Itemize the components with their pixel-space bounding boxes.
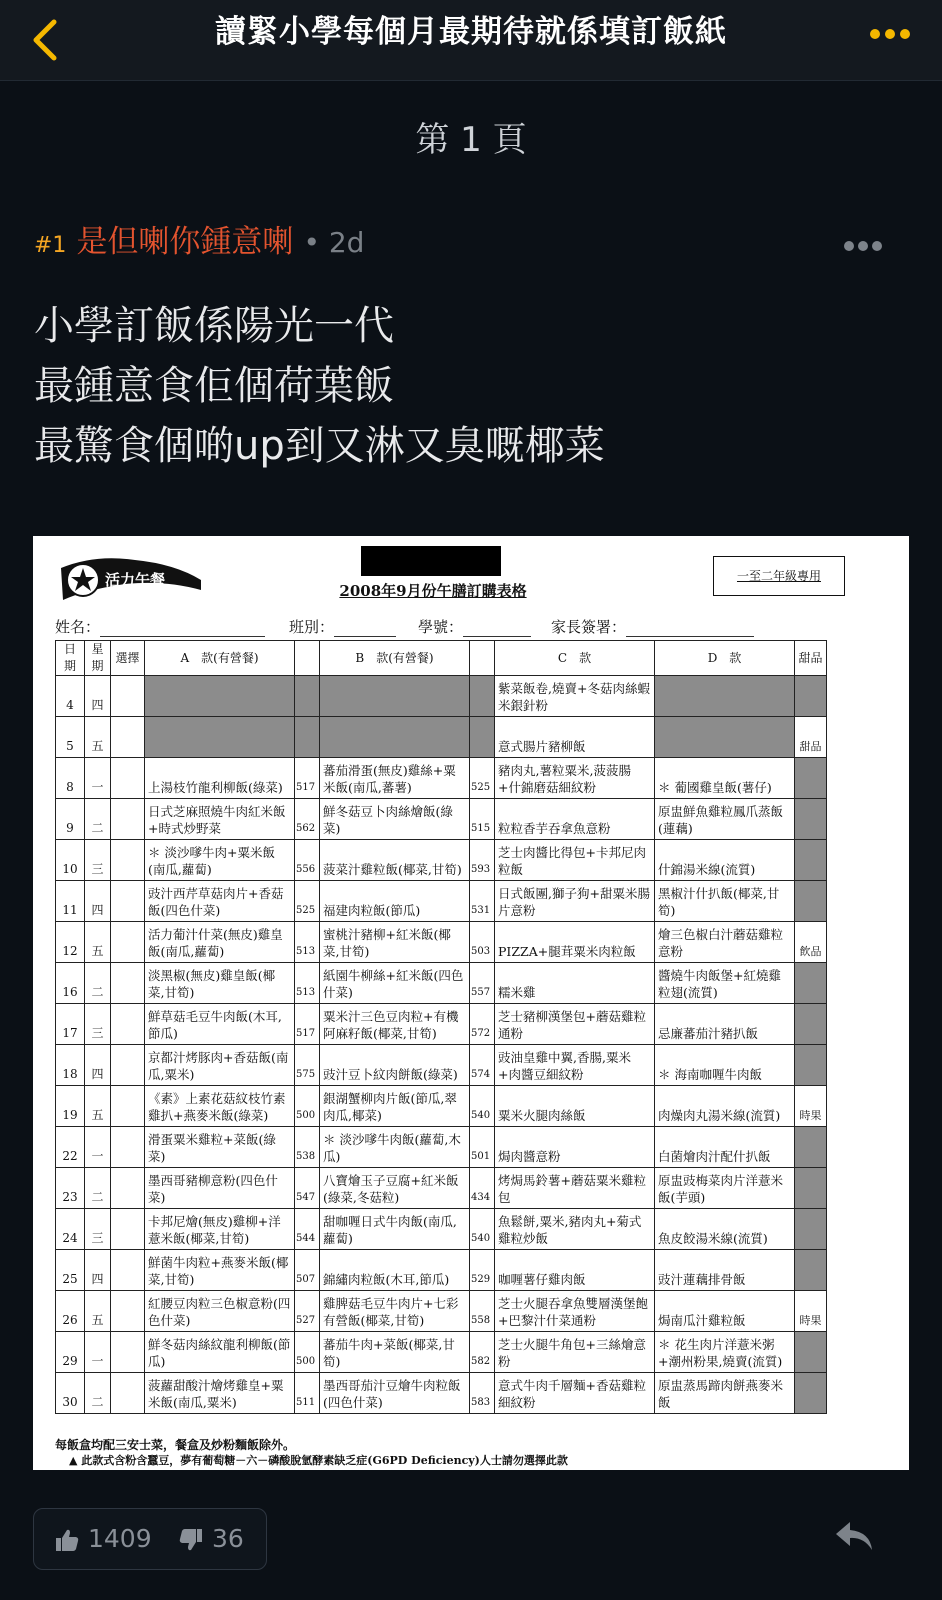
row-weekday: 四 [85,1250,111,1291]
row-choice [111,1291,145,1332]
row-date: 29 [56,1332,85,1373]
dish-d: 黑椒汁什扒飯(椰菜,甘筍) [655,881,795,922]
row-choice [111,717,145,758]
dish-d: 魚皮餃湯米線(流質) [655,1209,795,1250]
dish-c: 糯米雞 [495,963,655,1004]
row-dessert [795,1373,827,1414]
thumbs-down-icon [178,1527,204,1553]
dish-b: 雞脾菇毛豆牛肉片+七彩有營飯(椰菜,甘筍) [320,1291,470,1332]
header-choice: 選擇 [111,641,145,676]
row-date: 5 [56,717,85,758]
code-b: 501 [470,1127,495,1168]
grade-note: 一至二年級專用 [713,556,845,596]
more-icon-dot [858,241,868,251]
header-code-b [470,641,495,676]
dish-b: 菠菜汁雞粒飯(椰菜,甘筍) [320,840,470,881]
logo [55,550,205,602]
row-choice [111,799,145,840]
post-more-button[interactable] [844,236,894,248]
dish-b: 福建肉粒飯(節瓜) [320,881,470,922]
dish-c: 粒粒香芋吞拿魚意粉 [495,799,655,840]
dish-d: ＊ 葡國雞皇飯(薯仔) [655,758,795,799]
header-weekday: 星期 [85,641,111,676]
code-a: 575 [295,1045,320,1086]
code-a: 513 [295,963,320,1004]
code-a: 525 [295,881,320,922]
dish-a: 紅腰豆肉粒三色椒意粉(四色什菜) [145,1291,295,1332]
row-choice [111,1086,145,1127]
dish-d: 醬燒牛肉飯堡+紅燒雞粒翅(流質) [655,963,795,1004]
menu-row [56,799,827,840]
row-dessert: 甜品 [795,717,827,758]
dish-d [655,676,795,717]
dish-b: 鮮冬菇豆卜肉絲燴飯(綠菜) [320,799,470,840]
code-b: 540 [470,1209,495,1250]
header-set-b: B 款(有營餐) [320,641,470,676]
code-a: 511 [295,1373,320,1414]
dish-a: 鮮冬菇肉絲紋龍利柳飯(節瓜) [145,1332,295,1373]
dish-c: 意式牛肉千層麵+香菇雞粒細紋粉 [495,1373,655,1414]
dish-b: 蕃茄牛肉+菜飯(椰菜,甘筍) [320,1332,470,1373]
row-weekday: 四 [85,676,111,717]
row-date: 18 [56,1045,85,1086]
dish-b: 甜咖喱日式牛肉飯(南瓜,蘿蔔) [320,1209,470,1250]
dish-a: 上湯枝竹龍利柳飯(綠菜) [145,758,295,799]
code-a: 527 [295,1291,320,1332]
dish-c: 魚鬆餅,粟米,豬肉丸+菊式雞粒炒飯 [495,1209,655,1250]
post-author[interactable]: 是但喇你鍾意喇 [76,224,294,260]
row-weekday: 一 [85,1127,111,1168]
row-choice [111,1168,145,1209]
row-date: 4 [56,676,85,717]
dish-c: 芝士肉醬比得包+卡邦尼肉粒飯 [495,840,655,881]
row-date: 10 [56,840,85,881]
menu-row [56,881,827,922]
code-b: 583 [470,1373,495,1414]
back-button[interactable] [26,12,66,68]
dish-b: 豉汁豆卜紋肉餅飯(綠菜) [320,1045,470,1086]
row-dessert [795,676,827,717]
code-b: 593 [470,840,495,881]
code-b: 540 [470,1086,495,1127]
dish-a: 日式芝麻照燒牛肉紅米飯+時式炒野菜 [145,799,295,840]
code-a: 544 [295,1209,320,1250]
code-a: 517 [295,1004,320,1045]
code-b [470,717,495,758]
menu-row [56,1127,827,1168]
row-weekday: 二 [85,1373,111,1414]
row-weekday: 三 [85,1209,111,1250]
dish-d: 原盅蒸馬蹄肉餅燕麥米飯 [655,1373,795,1414]
post-line: 最鍾意食佢個荷葉飯 [34,363,394,409]
chevron-left-icon [26,12,66,68]
menu-row [56,1209,827,1250]
post-meta [34,222,364,262]
logo-text: 活力午餐 [105,571,166,589]
row-dessert [795,881,827,922]
more-icon-dot [900,29,910,39]
code-a: 507 [295,1250,320,1291]
dish-c: 紫菜飯卷,燒賣+冬菇肉絲蝦米銀針粉 [495,676,655,717]
downvote-button[interactable] [178,1509,244,1569]
dish-d: 白菌燴肉汁配什扒飯 [655,1127,795,1168]
row-date: 24 [56,1209,85,1250]
row-weekday: 一 [85,1332,111,1373]
header-code-a [295,641,320,676]
row-dessert [795,1045,827,1086]
row-weekday: 五 [85,1086,111,1127]
menu-row [56,922,827,963]
dish-c: 豬肉丸,薯粒粟米,菠菠腸+什錦磨菇細紋粉 [495,758,655,799]
post-body [34,296,605,476]
menu-row [56,1004,827,1045]
dish-c: 芝士豬柳漢堡包+蘑菇雞粒通粉 [495,1004,655,1045]
code-a: 500 [295,1086,320,1127]
row-choice [111,1127,145,1168]
menu-row [56,758,827,799]
code-b: 529 [470,1250,495,1291]
thread-title: 讀緊小學每個月最期待就係填訂飯紙 [215,14,727,50]
row-date: 25 [56,1250,85,1291]
dish-c: 意式腸片豬柳飯 [495,717,655,758]
menu-row [56,717,827,758]
row-dessert: 時果 [795,1291,827,1332]
thread-more-button[interactable] [870,24,920,40]
row-date: 19 [56,1086,85,1127]
dish-a: 菠蘿甜酸汁燴烤雞皇+粟米飯(南瓜,粟米) [145,1373,295,1414]
field-parent-sign-label: 家長簽署： [551,618,627,636]
menu-row [56,676,827,717]
form-title: 2008年9月份午膳訂購表格 [339,582,527,600]
row-date: 9 [56,799,85,840]
menu-row [56,963,827,1004]
row-choice [111,881,145,922]
row-choice [111,1250,145,1291]
row-dessert [795,840,827,881]
post-floor: #1 [34,233,67,258]
row-weekday: 三 [85,840,111,881]
dish-c: 日式飯團,獅子狗+甜粟米腸片意粉 [495,881,655,922]
dish-a: ＊ 淡沙嗲牛肉+粟米飯(南瓜,蘿蔔) [145,840,295,881]
code-b: 572 [470,1004,495,1045]
row-dessert [795,1209,827,1250]
dish-c: 焗肉醬意粉 [495,1127,655,1168]
row-dessert [795,1332,827,1373]
vote-box [33,1508,267,1570]
top-bar [0,0,942,81]
code-a: 500 [295,1332,320,1373]
row-date: 30 [56,1373,85,1414]
post-image[interactable] [33,536,909,1470]
code-b [470,676,495,717]
row-choice [111,1045,145,1086]
row-choice [111,1373,145,1414]
row-weekday: 四 [85,1045,111,1086]
dish-d: 原盅豉梅菜肉片洋薏米飯(芋頭) [655,1168,795,1209]
row-choice [111,840,145,881]
dish-d [655,717,795,758]
dish-a: 鮮草菇毛豆牛肉飯(木耳,節瓜) [145,1004,295,1045]
redacted-school-name [361,546,501,576]
dish-b: 錦繡肉粒飯(木耳,節瓜) [320,1250,470,1291]
row-choice [111,963,145,1004]
thumbs-up-icon [54,1527,80,1553]
row-dessert: 時果 [795,1086,827,1127]
row-dessert [795,799,827,840]
row-date: 23 [56,1168,85,1209]
menu-row [56,840,827,881]
dish-c: PIZZA+腿茸粟米肉粒飯 [495,922,655,963]
upvote-button[interactable] [54,1509,152,1569]
code-b: 515 [470,799,495,840]
row-date: 8 [56,758,85,799]
dish-d: 肉燥肉丸湯米線(流質) [655,1086,795,1127]
code-a [295,717,320,758]
dish-c: 烤焗馬鈴薯+蘑菇粟米雞粒包 [495,1168,655,1209]
menu-row [56,1045,827,1086]
dish-d: 忌廉蕃茄汁豬扒飯 [655,1004,795,1045]
header-set-c: C 款 [495,641,655,676]
code-a: 562 [295,799,320,840]
menu-row [56,1332,827,1373]
code-a: 547 [295,1168,320,1209]
row-weekday: 二 [85,1168,111,1209]
row-choice [111,1209,145,1250]
row-date: 11 [56,881,85,922]
code-b: 434 [470,1168,495,1209]
row-dessert [795,1004,827,1045]
dish-c: 豉油皇雞中翼,香腸,粟米+肉醬豆細紋粉 [495,1045,655,1086]
menu-row [56,1291,827,1332]
row-choice [111,922,145,963]
row-date: 12 [56,922,85,963]
row-dessert [795,1168,827,1209]
dish-d: ＊ 花生肉片洋薏米粥+潮州粉果,燒賣(流質) [655,1332,795,1373]
code-a: 517 [295,758,320,799]
dish-b [320,717,470,758]
post-line: 最驚食個啲up到又淋又臭嘅椰菜 [34,423,605,469]
row-dessert: 飲品 [795,922,827,963]
code-b: 503 [470,922,495,963]
code-a [295,676,320,717]
row-date: 17 [56,1004,85,1045]
dish-a: 鮮菌牛肉粒+燕麥米飯(椰菜,甘筍) [145,1250,295,1291]
more-icon-dot [872,241,882,251]
row-choice [111,1332,145,1373]
dish-d: ＊ 海南咖喱牛肉飯 [655,1045,795,1086]
field-class-label: 班別： [289,618,335,636]
row-choice [111,758,145,799]
row-weekday: 二 [85,799,111,840]
dish-b: 蕃茄滑蛋(無皮)雞絲+粟米飯(南瓜,蕃薯) [320,758,470,799]
menu-row [56,1168,827,1209]
row-dessert [795,963,827,1004]
menu-row [56,1086,827,1127]
row-choice [111,676,145,717]
dish-a [145,717,295,758]
header-set-d: D 款 [655,641,795,676]
form-footer: 每飯盒均配三安士菜，餐盒及炒粉麵飯除外。 [55,1438,296,1452]
more-icon [870,29,880,39]
menu-body [56,676,827,1414]
menu-row [56,1250,827,1291]
reply-button[interactable] [832,1514,876,1558]
code-a: 513 [295,922,320,963]
dish-d: 焗南瓜汁雞粒飯 [655,1291,795,1332]
row-weekday: 二 [85,963,111,1004]
dish-c: 粟米火腿肉絲飯 [495,1086,655,1127]
row-weekday: 三 [85,1004,111,1045]
logo-emblem [55,550,205,602]
row-date: 22 [56,1127,85,1168]
code-a: 538 [295,1127,320,1168]
dish-b: ＊ 淡沙嗲牛肉飯(蘿蔔,木瓜) [320,1127,470,1168]
field-number-label: 學號： [418,618,464,636]
row-dessert [795,1127,827,1168]
dish-a: 豉汁西芹草菇肉片+香菇飯(四色什菜) [145,881,295,922]
dish-a: 墨西哥豬柳意粉(四色什菜) [145,1168,295,1209]
row-weekday: 四 [85,881,111,922]
header-date: 日期 [56,641,85,676]
header-set-a: A 款(有營餐) [145,641,295,676]
field-name-label: 姓名： [55,618,101,636]
row-choice [111,1004,145,1045]
form-fields [55,616,855,637]
row-weekday: 五 [85,717,111,758]
post-line: 小學訂飯係陽光一代 [34,303,394,349]
form-footer-2: ▲ 此款式含粉含蠶豆，夢有葡萄糖－六－磷酸脫氫酵素缺乏症(G6PD Deficiency)人士請勿選擇此款 [69,1454,568,1467]
dish-d: 燴三色椒白汁蘑菇雞粒意粉 [655,922,795,963]
code-b: 574 [470,1045,495,1086]
dish-a: 《素》上素花菇紋枝竹素雞扒+燕麥米飯(綠菜) [145,1086,295,1127]
code-b: 558 [470,1291,495,1332]
row-weekday: 五 [85,922,111,963]
dish-a: 京都汁烤豚肉+香菇飯(南瓜,粟米) [145,1045,295,1086]
code-b: 557 [470,963,495,1004]
code-b: 531 [470,881,495,922]
menu-table [55,640,827,1414]
dish-a: 活力葡汁什菜(無皮)雞皇飯(南瓜,蘿蔔) [145,922,295,963]
dish-c: 咖喱薯仔雞肉飯 [495,1250,655,1291]
dish-a: 卡邦尼燴(無皮)雞柳+洋薏米飯(椰菜,甘筍) [145,1209,295,1250]
row-date: 26 [56,1291,85,1332]
dish-b: 八寶燴玉子豆腐+紅米飯(綠菜,冬菇粒) [320,1168,470,1209]
dish-b [320,676,470,717]
dish-c: 芝士火腿吞拿魚雙層漢堡飽+巴黎汁什菜通粉 [495,1291,655,1332]
dish-b: 紙園牛柳絲+紅米飯(四色什菜) [320,963,470,1004]
post-time: • 2d [303,226,365,259]
dish-c: 芝士火腿牛角包+三絲燴意粉 [495,1332,655,1373]
downvote-count: 36 [212,1524,244,1553]
dish-b: 銀湖蟹柳肉片飯(節瓜,翠肉瓜,椰菜) [320,1086,470,1127]
more-icon [844,241,854,251]
code-b: 525 [470,758,495,799]
code-a: 556 [295,840,320,881]
row-weekday: 五 [85,1291,111,1332]
dish-a [145,676,295,717]
dish-a: 滑蛋粟米雞粒+菜飯(綠菜) [145,1127,295,1168]
dish-b: 墨西哥茄汁豆燴牛肉粒飯(四色什菜) [320,1373,470,1414]
dish-d: 豉汁蓮藕排骨飯 [655,1250,795,1291]
dish-b: 粟米汁三色豆肉粒+有機阿麻籽飯(椰菜,甘筍) [320,1004,470,1045]
row-dessert [795,758,827,799]
page-label: 第 1 頁 [415,120,527,160]
reply-icon [832,1514,876,1558]
menu-row [56,1373,827,1414]
dish-d: 原盅鮮魚雞粒鳳爪蒸飯(蓮藕) [655,799,795,840]
code-b: 582 [470,1332,495,1373]
row-date: 16 [56,963,85,1004]
upvote-count: 1409 [88,1524,152,1553]
header-dessert: 甜品 [795,641,827,676]
row-dessert [795,1250,827,1291]
dish-a: 淡黑椒(無皮)雞皇飯(椰菜,甘筍) [145,963,295,1004]
row-weekday: 一 [85,758,111,799]
dish-d: 什錦湯米線(流質) [655,840,795,881]
more-icon-dot [885,29,895,39]
dish-b: 蜜桃汁豬柳+紅米飯(椰菜,甘筍) [320,922,470,963]
